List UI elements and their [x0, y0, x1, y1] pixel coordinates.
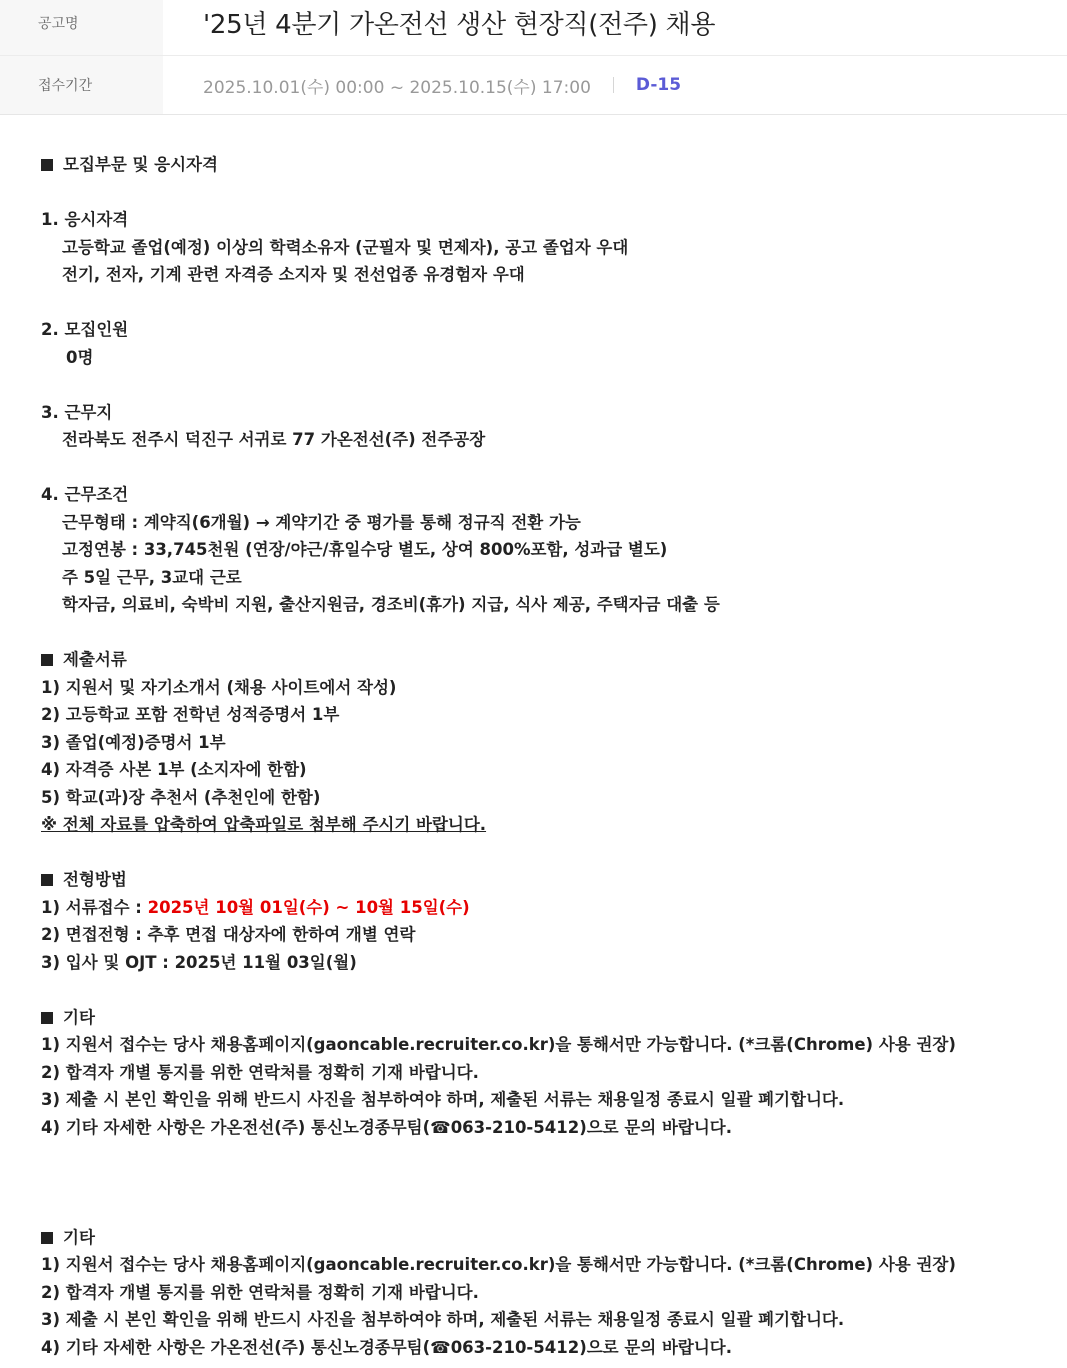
- list-item: 1) 서류접수 : 2025년 10월 01일(수) ~ 10월 15일(수): [41, 897, 470, 917]
- headcount-value: 0명: [66, 347, 94, 367]
- list-item: 4) 자격증 사본 1부 (소지자에 한함): [41, 760, 307, 779]
- list-item: 1) 지원서 접수는 당사 채용홈페이지(gaoncable.recruiter.co.kr)을 통해서만 가능합니다. (*크롬(Chrome) 사용 권장): [41, 1255, 956, 1274]
- section-heading-docs: 제출서류: [41, 646, 1051, 674]
- spacer: [41, 454, 1051, 482]
- spacer: [41, 839, 1051, 867]
- qualification-line: 전기, 전자, 기계 관련 자격증 소지자 및 전선업종 유경험자 우대: [62, 265, 525, 284]
- period-row: [0, 56, 1067, 114]
- list-item: 4) 기타 자세한 사항은 가온전선(주) 통신노경종무팀(☎063-210-5412)으로 문의 바랍니다.: [41, 1117, 733, 1137]
- period-cell: [163, 73, 681, 98]
- list-item: 3) 입사 및 OJT : 2025년 11월 03일(월): [41, 952, 357, 972]
- condition-line: 근무형태 : 계약직(6개월) → 계약기간 중 평가를 통해 정규직 전환 가능: [62, 512, 581, 532]
- condition-line: 주 5일 근무, 3교대 근로: [62, 567, 242, 587]
- list-item: 2) 고등학교 포함 전학년 성적증명서 1부: [41, 705, 340, 724]
- list-item: 5) 학교(과)장 추천서 (추천인에 한함): [41, 787, 321, 807]
- square-bullet-icon: [41, 1232, 53, 1244]
- job-description: [41, 151, 1051, 1361]
- list-item: 2) 합격자 개별 통지를 위한 연락처를 정확히 기재 바랍니다.: [41, 1062, 479, 1082]
- workplace-value: 전라북도 전주시 덕진구 서귀로 77 가온전선(주) 전주공장: [62, 430, 486, 449]
- title-cell: [163, 0, 715, 41]
- spacer: [41, 289, 1051, 317]
- period-label: 접수기간: [0, 56, 163, 114]
- headcount-title: 2. 모집인원: [41, 320, 129, 339]
- list-item: 4) 기타 자세한 사항은 가온전선(주) 통신노경종무팀(☎063-210-5412)으로 문의 바랍니다.: [41, 1337, 733, 1357]
- section-heading-etc-2: 기타: [41, 1224, 1051, 1252]
- square-bullet-icon: [41, 874, 53, 886]
- workplace-title: 3. 근무지: [41, 402, 113, 422]
- conditions-title: 4. 근무조건: [41, 485, 129, 504]
- spacer: [41, 1196, 1051, 1224]
- list-item: 1) 지원서 접수는 당사 채용홈페이지(gaoncable.recruiter.co.kr)을 통해서만 가능합니다. (*크롬(Chrome) 사용 권장): [41, 1035, 956, 1054]
- square-bullet-icon: [41, 654, 53, 666]
- title-row: [0, 0, 1067, 56]
- docs-note: ※ 전체 자료를 압축하여 압축파일로 첨부해 주시기 바랍니다.: [41, 815, 487, 834]
- application-period: 2025.10.01(수) 00:00 ~ 2025.10.15(수) 17:00: [203, 77, 591, 98]
- job-title: '25년 4분기 가온전선 생산 현장직(전주) 채용: [203, 10, 716, 40]
- list-item: 2) 면접전형 : 추후 면접 대상자에 한하여 개별 연락: [41, 925, 416, 944]
- list-item: 3) 졸업(예정)증명서 1부: [41, 732, 226, 752]
- qualification-line: 고등학교 졸업(예정) 이상의 학력소유자 (군필자 및 면제자), 공고 졸업자 우대: [62, 237, 629, 257]
- section-heading-etc: 기타: [41, 1004, 1051, 1032]
- condition-line: 학자금, 의료비, 숙박비 지원, 출산지원금, 경조비(휴가) 지급, 식사 제공, 주택자금 대출 등: [62, 595, 720, 614]
- condition-line: 고정연봉 : 33,745천원 (연장/야근/휴일수당 별도, 상여 800%포함, 성과급 별도): [62, 540, 668, 559]
- spacer: [41, 371, 1051, 399]
- list-item: 1) 지원서 및 자기소개서 (채용 사이트에서 작성): [41, 677, 397, 697]
- spacer: [41, 976, 1051, 1004]
- spacer: [41, 619, 1051, 647]
- document-deadline: 2025년 10월 01일(수) ~ 10월 15일(수): [147, 897, 470, 917]
- list-item: 3) 제출 시 본인 확인을 위해 반드시 사진을 첨부하여야 하며, 제출된 서류는 채용일정 종료시 일괄 폐기합니다.: [41, 1310, 845, 1329]
- square-bullet-icon: [41, 1012, 53, 1024]
- qualification-title: 1. 응시자격: [41, 210, 129, 229]
- square-bullet-icon: [41, 159, 53, 171]
- dday-badge: D-15: [635, 75, 682, 95]
- list-item: 3) 제출 시 본인 확인을 위해 반드시 사진을 첨부하여야 하며, 제출된 서류는 채용일정 종료시 일괄 폐기합니다.: [41, 1090, 845, 1109]
- title-label: 공고명: [0, 0, 163, 55]
- section-heading-process: 전형방법: [41, 866, 1051, 894]
- spacer: [41, 1141, 1051, 1169]
- section-heading-recruit: 모집부문 및 응시자격: [41, 151, 1051, 179]
- list-item: 2) 합격자 개별 통지를 위한 연락처를 정확히 기재 바랍니다.: [41, 1282, 479, 1302]
- divider: [613, 77, 614, 93]
- spacer: [41, 179, 1051, 207]
- spacer: [41, 1169, 1051, 1197]
- job-meta-table: [0, 0, 1067, 115]
